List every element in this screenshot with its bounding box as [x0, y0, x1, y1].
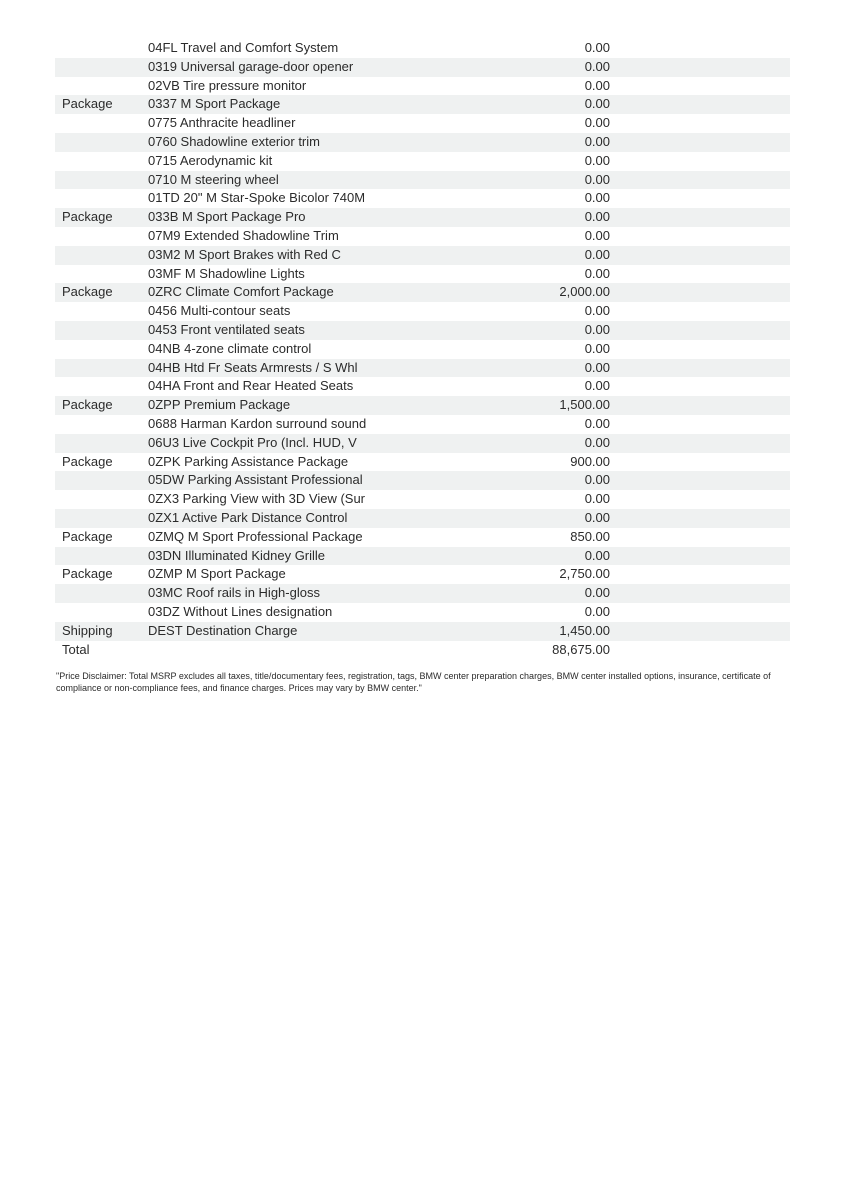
row-item: 06U3 Live Cockpit Pro (Incl. HUD, V: [148, 434, 357, 450]
row-spacer: [610, 39, 790, 58]
row-category: [55, 340, 148, 359]
row-spacer: [610, 396, 790, 415]
row-price: 88,675.00: [552, 641, 610, 657]
table-row: [55, 359, 790, 378]
row-category: Package: [62, 397, 113, 413]
row-spacer: [610, 208, 790, 227]
table-row: [55, 584, 790, 603]
row-item: 0ZPK Parking Assistance Package: [148, 453, 349, 469]
table-row: [55, 189, 790, 208]
row-item: 05DW Parking Assistant Professional: [148, 472, 363, 488]
row-item: 03MC Roof rails in High-gloss: [148, 585, 320, 601]
row-price: 0.00: [584, 547, 610, 563]
row-price: 0.00: [584, 227, 610, 243]
row-price: 0.00: [584, 603, 610, 619]
table-row: [55, 396, 790, 415]
row-item: 0775 Anthracite headliner: [148, 115, 296, 131]
table-row: [55, 265, 790, 284]
row-price: 0.00: [584, 209, 610, 225]
table-row: [55, 490, 790, 509]
row-category: [55, 547, 148, 566]
row-spacer: [610, 490, 790, 509]
row-item: 0ZRC Climate Comfort Package: [148, 284, 334, 300]
row-item: 0688 Harman Kardon surround sound: [148, 415, 367, 431]
table-row: [55, 641, 790, 660]
row-price: 0.00: [584, 265, 610, 281]
row-price: 0.00: [584, 133, 610, 149]
row-category: Package: [62, 209, 113, 225]
row-category: Package: [62, 528, 113, 544]
row-price: 0.00: [584, 303, 610, 319]
row-category: Total: [62, 641, 90, 657]
row-category: [55, 265, 148, 284]
row-item: 0453 Front ventilated seats: [148, 321, 305, 337]
table-row: [55, 622, 790, 641]
row-price: 0.00: [584, 340, 610, 356]
row-spacer: [610, 641, 790, 660]
row-item: 0710 M steering wheel: [148, 171, 279, 187]
table-row: [55, 302, 790, 321]
row-item: DEST Destination Charge: [148, 622, 298, 638]
row-spacer: [610, 453, 790, 472]
row-spacer: [610, 189, 790, 208]
row-category: [55, 377, 148, 396]
row-price: 0.00: [584, 491, 610, 507]
row-spacer: [610, 114, 790, 133]
row-item: 0ZPP Premium Package: [148, 397, 291, 413]
row-spacer: [610, 171, 790, 190]
table-row: [55, 434, 790, 453]
table-row: [55, 528, 790, 547]
table-row: [55, 152, 790, 171]
row-price: 0.00: [584, 40, 610, 55]
row-category: [55, 77, 148, 96]
row-spacer: [610, 152, 790, 171]
row-spacer: [610, 603, 790, 622]
row-category: [55, 359, 148, 378]
row-item: 07M9 Extended Shadowline Trim: [148, 227, 339, 243]
table-row: [55, 283, 790, 302]
row-spacer: [610, 340, 790, 359]
row-price: 2,750.00: [559, 566, 610, 582]
row-price: 900.00: [570, 453, 610, 469]
row-price: 0.00: [584, 115, 610, 131]
row-category: [55, 434, 148, 453]
row-category: [55, 39, 148, 58]
table-row: [55, 321, 790, 340]
row-spacer: [610, 321, 790, 340]
table-row: [55, 171, 790, 190]
table-row: [55, 377, 790, 396]
row-category: [55, 415, 148, 434]
row-item: 033B M Sport Package Pro: [148, 209, 306, 225]
row-spacer: [610, 565, 790, 584]
row-item: 04HB Htd Fr Seats Armrests / S Whl: [148, 359, 358, 375]
row-category: [55, 509, 148, 528]
row-item: 0715 Aerodynamic kit: [148, 152, 273, 168]
row-spacer: [610, 95, 790, 114]
row-price: 0.00: [584, 585, 610, 601]
row-spacer: [610, 227, 790, 246]
row-price: 0.00: [584, 321, 610, 337]
row-item: 0319 Universal garage-door opener: [148, 58, 354, 74]
row-item: 0337 M Sport Package: [148, 96, 281, 112]
row-item: 03DZ Without Lines designation: [148, 603, 333, 619]
row-item: 0ZX1 Active Park Distance Control: [148, 509, 348, 525]
row-item: 04HA Front and Rear Heated Seats: [148, 378, 354, 394]
table-row: [55, 547, 790, 566]
row-price: 1,500.00: [559, 397, 610, 413]
row-category: Package: [62, 566, 113, 582]
row-price: 0.00: [584, 359, 610, 375]
table-row: [55, 77, 790, 96]
table-row: [55, 246, 790, 265]
row-spacer: [610, 377, 790, 396]
row-item: 04FL Travel and Comfort System: [148, 40, 339, 55]
table-row: [55, 227, 790, 246]
row-price: 0.00: [584, 152, 610, 168]
table-row: [55, 565, 790, 584]
price-disclaimer: "Price Disclaimer: Total MSRP excludes all taxes, title/documentary fees, registration, tags, BMW center preparation charges, BMW center installed options, insurance, certificate of compliance or non-compliance fees, and finance charges. Prices may vary by BMW center.": [56, 671, 771, 693]
row-spacer: [610, 359, 790, 378]
row-spacer: [610, 302, 790, 321]
row-price: 1,450.00: [559, 622, 610, 638]
table-row: [55, 471, 790, 490]
table-row: [55, 114, 790, 133]
row-item: 01TD 20" M Star-Spoke Bicolor 740M: [148, 190, 366, 206]
table-row: [55, 39, 790, 58]
options-table: [55, 39, 790, 659]
row-spacer: [610, 434, 790, 453]
table-row: [55, 58, 790, 77]
row-item: [148, 641, 470, 660]
row-category: [55, 603, 148, 622]
row-spacer: [610, 547, 790, 566]
row-category: Package: [62, 96, 113, 112]
row-category: Package: [62, 453, 113, 469]
row-category: [55, 133, 148, 152]
row-spacer: [610, 246, 790, 265]
row-category: [55, 584, 148, 603]
row-item: 0ZMQ M Sport Professional Package: [148, 528, 363, 544]
row-category: [55, 321, 148, 340]
row-price: 0.00: [584, 246, 610, 262]
row-spacer: [610, 58, 790, 77]
row-category: Shipping: [62, 622, 113, 638]
row-category: [55, 114, 148, 133]
row-spacer: [610, 509, 790, 528]
row-price: 0.00: [584, 77, 610, 93]
table-row: [55, 453, 790, 472]
row-item: 02VB Tire pressure monitor: [148, 77, 307, 93]
row-item: 0ZX3 Parking View with 3D View (Sur: [148, 491, 366, 507]
row-item: 0456 Multi-contour seats: [148, 303, 291, 319]
table-row: [55, 509, 790, 528]
row-price: 0.00: [584, 58, 610, 74]
row-category: Package: [62, 284, 113, 300]
row-category: [55, 189, 148, 208]
row-price: 0.00: [584, 472, 610, 488]
row-item: 04NB 4-zone climate control: [148, 340, 312, 356]
row-price: 0.00: [584, 96, 610, 112]
table-row: [55, 340, 790, 359]
row-category: [55, 227, 148, 246]
row-spacer: [610, 584, 790, 603]
table-row: [55, 208, 790, 227]
table-row: [55, 133, 790, 152]
row-price: 0.00: [584, 378, 610, 394]
row-spacer: [610, 471, 790, 490]
row-item: 03M2 M Sport Brakes with Red C: [148, 246, 341, 262]
row-price: 850.00: [570, 528, 610, 544]
row-category: [55, 302, 148, 321]
row-spacer: [610, 283, 790, 302]
table-row: [55, 603, 790, 622]
row-price: 0.00: [584, 171, 610, 187]
row-item: 0ZMP M Sport Package: [148, 566, 286, 582]
row-spacer: [610, 528, 790, 547]
table-row: [55, 95, 790, 114]
row-category: [55, 152, 148, 171]
row-item: 03DN Illuminated Kidney Grille: [148, 547, 326, 563]
row-price: 0.00: [584, 509, 610, 525]
row-category: [55, 471, 148, 490]
row-price: 0.00: [584, 190, 610, 206]
row-category: [55, 246, 148, 265]
row-item: 0760 Shadowline exterior trim: [148, 133, 320, 149]
table-row: [55, 415, 790, 434]
row-price: 0.00: [584, 434, 610, 450]
row-price: 0.00: [584, 415, 610, 431]
row-item: 03MF M Shadowline Lights: [148, 265, 305, 281]
row-spacer: [610, 265, 790, 284]
row-category: [55, 490, 148, 509]
row-spacer: [610, 415, 790, 434]
row-price: 2,000.00: [559, 284, 610, 300]
row-spacer: [610, 622, 790, 641]
row-spacer: [610, 77, 790, 96]
row-category: [55, 171, 148, 190]
row-category: [55, 58, 148, 77]
row-spacer: [610, 133, 790, 152]
